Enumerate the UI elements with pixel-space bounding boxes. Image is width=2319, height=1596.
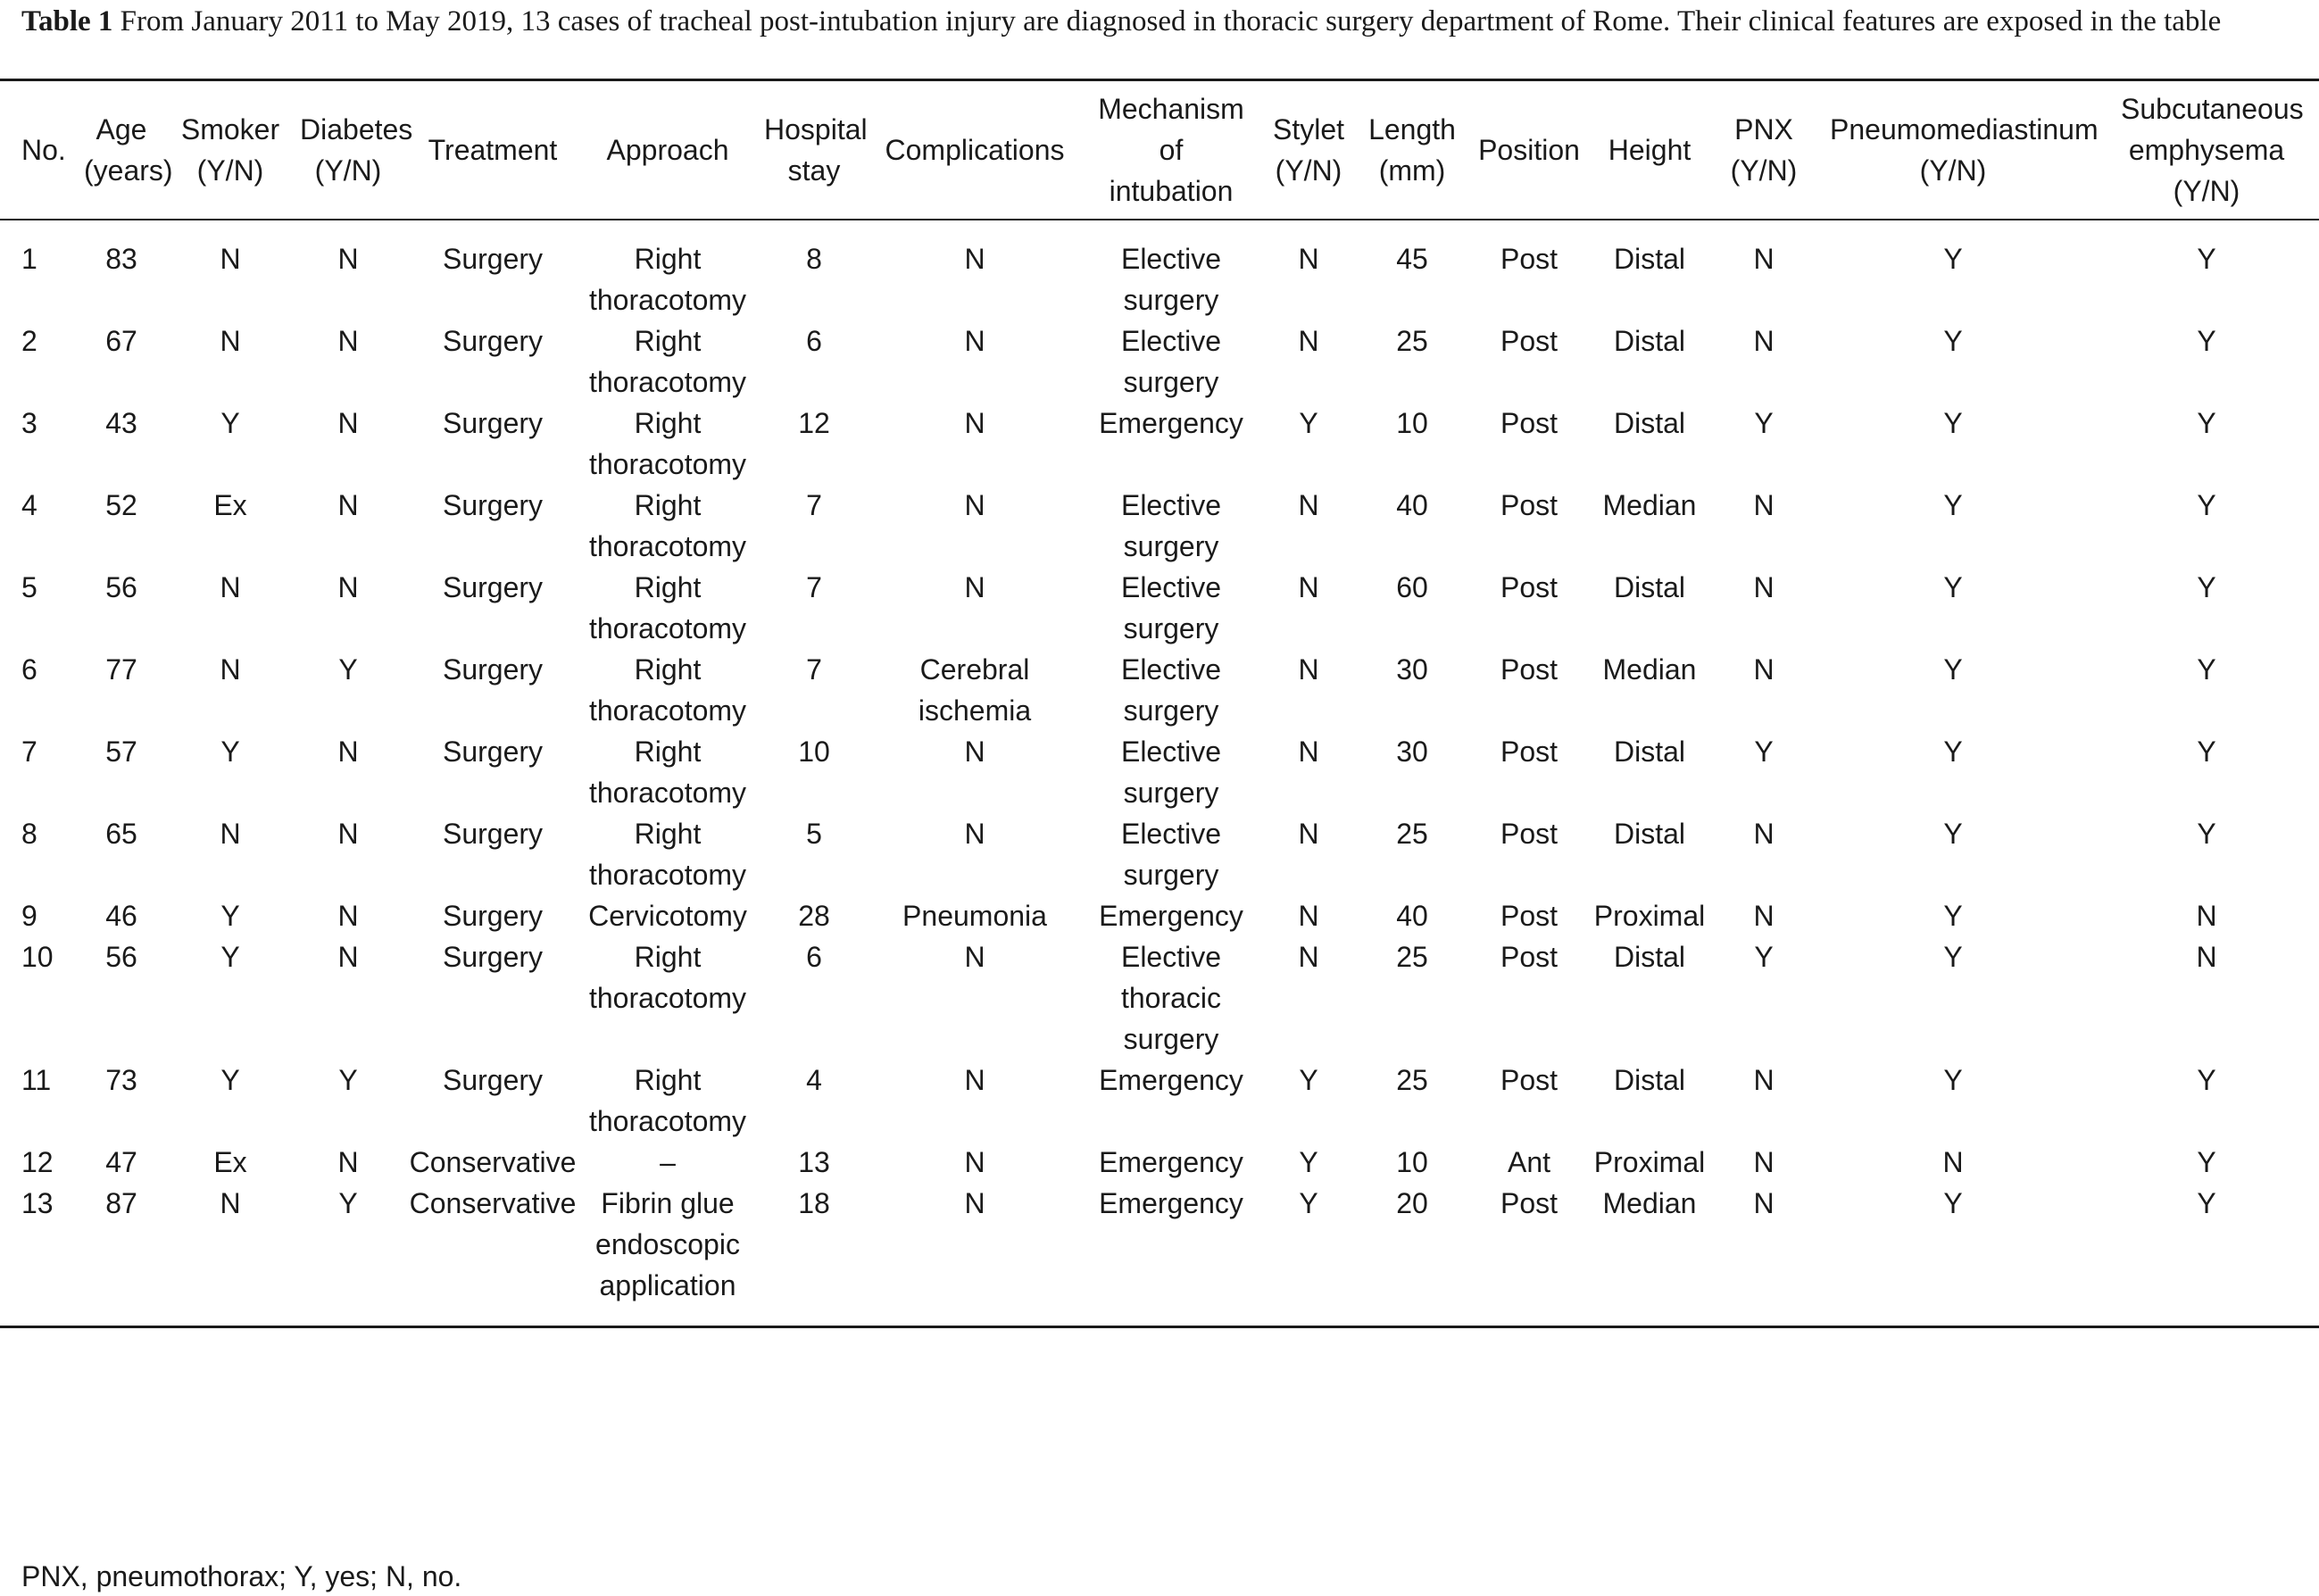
cell-pneumomediastinum: Y bbox=[1812, 1183, 2094, 1327]
cell-pnx: N bbox=[1753, 1063, 1775, 1096]
cell-pnx: N bbox=[1753, 488, 1775, 521]
cell-complications: N bbox=[964, 570, 985, 603]
cell-pneumomediastinum: Y bbox=[1943, 324, 1963, 357]
cell-position: Post bbox=[1500, 324, 1558, 357]
cell-length: 40 bbox=[1396, 899, 1428, 932]
cell-diabetes: Y bbox=[293, 1183, 403, 1327]
table-row bbox=[0, 1142, 2319, 1183]
table-caption bbox=[21, 2, 2302, 41]
cell-no: 4 bbox=[21, 488, 37, 521]
cell-height: Distal bbox=[1613, 735, 1685, 768]
cell-length: 25 bbox=[1396, 1063, 1428, 1096]
cell-pnx: N bbox=[1753, 817, 1775, 850]
cell-pnx: N bbox=[1753, 1145, 1775, 1178]
cell-mechanism: Elective thoracic surgery bbox=[1120, 940, 1222, 1055]
cell-no: 2 bbox=[21, 324, 37, 357]
cell-age: 56 bbox=[105, 940, 137, 973]
cell-diabetes: N bbox=[337, 406, 359, 439]
cell-complications: Pneumonia bbox=[902, 899, 1047, 932]
cell-height: Median bbox=[1602, 488, 1697, 521]
cell-smoker: Y bbox=[220, 406, 240, 439]
cell-diabetes: N bbox=[337, 899, 359, 932]
cell-mechanism: Elective surgery bbox=[1120, 242, 1222, 316]
cell-no: 9 bbox=[21, 899, 37, 932]
cell-pnx: Y bbox=[1754, 406, 1774, 439]
cell-diabetes: N bbox=[337, 735, 359, 768]
cell-stylet: Y bbox=[1299, 1145, 1318, 1178]
col-header-smoker: Smoker (Y/N) bbox=[168, 80, 293, 220]
cell-smoker: Y bbox=[220, 940, 240, 973]
cell-approach: Right thoracotomy bbox=[588, 324, 747, 398]
cell-no: 1 bbox=[21, 242, 37, 275]
cell-treatment: Surgery bbox=[442, 324, 544, 357]
cell-hospital-stay: 28 bbox=[798, 899, 830, 932]
cell-subcutaneous-emphysema: Y bbox=[2197, 242, 2216, 275]
cell-position: Post bbox=[1500, 1063, 1558, 1096]
cell-length: 20 bbox=[1350, 1183, 1475, 1327]
cell-complications: N bbox=[964, 735, 985, 768]
cell-stylet: Y bbox=[1299, 1063, 1318, 1096]
cell-position: Post bbox=[1500, 940, 1558, 973]
cell-age: 47 bbox=[105, 1145, 137, 1178]
col-header-stylet: Stylet (Y/N) bbox=[1268, 80, 1350, 220]
cell-treatment: Surgery bbox=[442, 1063, 544, 1096]
cell-position: Ant bbox=[1507, 1145, 1551, 1178]
cell-hospital-stay: 4 bbox=[806, 1063, 822, 1096]
cell-stylet: N bbox=[1298, 735, 1319, 768]
cell-mechanism: Elective surgery bbox=[1120, 324, 1222, 398]
cell-no: 3 bbox=[21, 406, 37, 439]
cell-height: Proximal bbox=[1593, 1145, 1706, 1178]
cell-pnx: N bbox=[1753, 899, 1775, 932]
cell-pnx: N bbox=[1753, 570, 1775, 603]
cell-approach: Right thoracotomy bbox=[588, 735, 747, 809]
cell-stylet: N bbox=[1298, 324, 1319, 357]
cell-approach: Right thoracotomy bbox=[588, 817, 747, 891]
cell-pneumomediastinum: Y bbox=[1943, 899, 1963, 932]
cell-position: Post bbox=[1500, 817, 1558, 850]
col-header-approach: Approach bbox=[582, 80, 753, 220]
cell-hospital-stay: 6 bbox=[806, 940, 822, 973]
cell-length: 30 bbox=[1396, 735, 1428, 768]
cell-stylet: N bbox=[1298, 242, 1319, 275]
cell-hospital-stay: 8 bbox=[806, 242, 822, 275]
cell-length: 10 bbox=[1396, 1145, 1428, 1178]
clinical-features-table bbox=[0, 79, 2319, 1328]
cell-mechanism: Elective surgery bbox=[1120, 653, 1222, 727]
cell-no: 8 bbox=[21, 817, 37, 850]
cell-height: Proximal bbox=[1593, 899, 1706, 932]
cell-smoker: N bbox=[220, 324, 241, 357]
cell-hospital-stay: 5 bbox=[806, 817, 822, 850]
table-label: Table 1 bbox=[21, 5, 113, 37]
cell-height: Distal bbox=[1613, 1063, 1685, 1096]
cell-mechanism: Elective surgery bbox=[1120, 570, 1222, 644]
cell-hospital-stay: 10 bbox=[798, 735, 830, 768]
cell-age: 46 bbox=[105, 899, 137, 932]
cell-length: 60 bbox=[1396, 570, 1428, 603]
cell-mechanism: Emergency bbox=[1075, 1183, 1268, 1327]
cell-smoker: N bbox=[220, 242, 241, 275]
cell-approach: Right thoracotomy bbox=[588, 242, 747, 316]
cell-subcutaneous-emphysema: Y bbox=[2197, 735, 2216, 768]
cell-complications: N bbox=[964, 324, 985, 357]
cell-hospital-stay: 7 bbox=[806, 570, 822, 603]
cell-diabetes: N bbox=[337, 488, 359, 521]
cell-approach: Right thoracotomy bbox=[588, 653, 747, 727]
cell-stylet: Y bbox=[1268, 1183, 1350, 1327]
cell-subcutaneous-emphysema: Y bbox=[2197, 653, 2216, 686]
cell-complications: N bbox=[964, 1145, 985, 1178]
cell-diabetes: N bbox=[337, 940, 359, 973]
col-header-position: Position bbox=[1475, 80, 1583, 220]
cell-subcutaneous-emphysema: Y bbox=[2197, 817, 2216, 850]
cell-age: 43 bbox=[105, 406, 137, 439]
cell-pnx: N bbox=[1716, 1183, 1812, 1327]
cell-stylet: Y bbox=[1299, 406, 1318, 439]
cell-diabetes: N bbox=[337, 817, 359, 850]
cell-smoker: Y bbox=[220, 899, 240, 932]
header-row bbox=[0, 80, 2319, 220]
cell-length: 40 bbox=[1396, 488, 1428, 521]
cell-position: Post bbox=[1500, 899, 1558, 932]
cell-pneumomediastinum: Y bbox=[1943, 1063, 1963, 1096]
cell-stylet: N bbox=[1298, 817, 1319, 850]
cell-no: 12 bbox=[21, 1145, 54, 1178]
cell-no: 10 bbox=[21, 940, 54, 973]
cell-age: 87 bbox=[75, 1183, 168, 1327]
cell-age: 57 bbox=[105, 735, 137, 768]
cell-treatment: Conservative bbox=[409, 1145, 577, 1178]
cell-subcutaneous-emphysema: Y bbox=[2197, 1063, 2216, 1096]
cell-age: 65 bbox=[105, 817, 137, 850]
cell-age: 83 bbox=[105, 242, 137, 275]
cell-length: 25 bbox=[1396, 324, 1428, 357]
cell-subcutaneous-emphysema: Y bbox=[2094, 1183, 2319, 1327]
cell-hospital-stay: 12 bbox=[798, 406, 830, 439]
col-header-mechanism: Mechanism of intubation bbox=[1075, 80, 1268, 220]
cell-approach: Right thoracotomy bbox=[588, 488, 747, 562]
cell-subcutaneous-emphysema: Y bbox=[2197, 1145, 2216, 1178]
cell-complications: N bbox=[964, 242, 985, 275]
col-header-age: Age (years) bbox=[75, 80, 168, 220]
cell-pneumomediastinum: Y bbox=[1943, 817, 1963, 850]
cell-pneumomediastinum: N bbox=[1942, 1145, 1964, 1178]
cell-smoker: Y bbox=[220, 735, 240, 768]
cell-stylet: N bbox=[1298, 899, 1319, 932]
cell-treatment: Surgery bbox=[442, 653, 544, 686]
table-row bbox=[0, 485, 2319, 567]
cell-pneumomediastinum: Y bbox=[1943, 570, 1963, 603]
cell-complications: N bbox=[964, 1063, 985, 1096]
table-row bbox=[0, 895, 2319, 936]
cell-no: 11 bbox=[21, 1063, 52, 1096]
cell-no: 7 bbox=[21, 735, 37, 768]
cell-position: Post bbox=[1500, 488, 1558, 521]
cell-age: 77 bbox=[105, 653, 137, 686]
cell-treatment: Surgery bbox=[442, 406, 544, 439]
cell-pneumomediastinum: Y bbox=[1943, 653, 1963, 686]
cell-no: 6 bbox=[21, 653, 37, 686]
cell-treatment: Surgery bbox=[442, 488, 544, 521]
cell-no: 13 bbox=[0, 1183, 75, 1327]
cell-position: Post bbox=[1475, 1183, 1583, 1327]
cell-diabetes: N bbox=[337, 242, 359, 275]
cell-hospital-stay: 13 bbox=[798, 1145, 830, 1178]
cell-mechanism: Emergency bbox=[1099, 1145, 1243, 1178]
cell-height: Distal bbox=[1613, 324, 1685, 357]
cell-smoker: Ex bbox=[213, 488, 247, 521]
cell-position: Post bbox=[1500, 406, 1558, 439]
cell-length: 25 bbox=[1396, 940, 1428, 973]
cell-treatment: Conservative bbox=[403, 1183, 582, 1327]
cell-mechanism: Elective surgery bbox=[1120, 488, 1222, 562]
cell-length: 25 bbox=[1396, 817, 1428, 850]
cell-treatment: Surgery bbox=[442, 899, 544, 932]
cell-height: Distal bbox=[1613, 406, 1685, 439]
cell-height: Distal bbox=[1613, 242, 1685, 275]
table-row bbox=[0, 1183, 2319, 1327]
cell-position: Post bbox=[1500, 570, 1558, 603]
cell-smoker: N bbox=[220, 817, 241, 850]
cell-diabetes: N bbox=[337, 324, 359, 357]
cell-treatment: Surgery bbox=[442, 242, 544, 275]
table-row bbox=[0, 1060, 2319, 1142]
cell-approach: Right thoracotomy bbox=[588, 1063, 747, 1137]
table-row bbox=[0, 320, 2319, 403]
col-header-pneumomediastinum: Pneumomediastinum (Y/N) bbox=[1812, 80, 2094, 220]
col-header-height: Height bbox=[1583, 80, 1716, 220]
cell-position: Post bbox=[1500, 735, 1558, 768]
table-footnote: PNX, pneumothorax; Y, yes; N, no. bbox=[21, 1560, 462, 1592]
cell-subcutaneous-emphysema: Y bbox=[2197, 570, 2216, 603]
cell-approach: Cervicotomy bbox=[588, 899, 747, 932]
table-row bbox=[0, 731, 2319, 813]
cell-approach: – bbox=[660, 1145, 676, 1178]
col-header-treatment: Treatment bbox=[403, 80, 582, 220]
cell-pnx: Y bbox=[1754, 735, 1774, 768]
cell-approach: Right thoracotomy bbox=[588, 406, 747, 480]
cell-diabetes: Y bbox=[338, 653, 358, 686]
cell-diabetes: N bbox=[337, 570, 359, 603]
col-header-hospital-stay: Hospital stay bbox=[753, 80, 875, 220]
table-row bbox=[0, 567, 2319, 649]
col-header-diabetes: Diabetes (Y/N) bbox=[293, 80, 403, 220]
cell-complications: Cerebral ischemia bbox=[918, 653, 1032, 727]
cell-pneumomediastinum: Y bbox=[1943, 242, 1963, 275]
cell-stylet: N bbox=[1298, 488, 1319, 521]
cell-stylet: N bbox=[1298, 940, 1319, 973]
cell-pneumomediastinum: Y bbox=[1943, 488, 1963, 521]
cell-subcutaneous-emphysema: Y bbox=[2197, 324, 2216, 357]
table-row bbox=[0, 403, 2319, 485]
cell-approach: Right thoracotomy bbox=[588, 570, 747, 644]
cell-mechanism: Elective surgery bbox=[1120, 817, 1222, 891]
cell-hospital-stay: 6 bbox=[806, 324, 822, 357]
cell-stylet: N bbox=[1298, 570, 1319, 603]
cell-mechanism: Emergency bbox=[1099, 1063, 1243, 1096]
cell-age: 52 bbox=[105, 488, 137, 521]
cell-smoker: N bbox=[220, 570, 241, 603]
cell-position: Post bbox=[1500, 242, 1558, 275]
cell-height: Median bbox=[1602, 653, 1697, 686]
cell-subcutaneous-emphysema: Y bbox=[2197, 406, 2216, 439]
cell-smoker: N bbox=[168, 1183, 293, 1327]
cell-mechanism: Elective surgery bbox=[1120, 735, 1222, 809]
cell-mechanism: Emergency bbox=[1099, 899, 1243, 932]
cell-length: 10 bbox=[1396, 406, 1428, 439]
col-header-length: Length (mm) bbox=[1350, 80, 1475, 220]
cell-height: Distal bbox=[1613, 940, 1685, 973]
cell-pneumomediastinum: Y bbox=[1943, 406, 1963, 439]
cell-age: 56 bbox=[105, 570, 137, 603]
table-row bbox=[0, 936, 2319, 1060]
caption-text: From January 2011 to May 2019, 13 cases of tracheal post-intubation injury are diagnosed in thoracic surgery department of Rome. Their clinical features are exposed in the table bbox=[112, 5, 2222, 37]
cell-pnx: N bbox=[1753, 324, 1775, 357]
cell-diabetes: Y bbox=[338, 1063, 358, 1096]
cell-stylet: N bbox=[1298, 653, 1319, 686]
cell-age: 67 bbox=[105, 324, 137, 357]
cell-subcutaneous-emphysema: Y bbox=[2197, 488, 2216, 521]
cell-length: 30 bbox=[1396, 653, 1428, 686]
cell-hospital-stay: 7 bbox=[806, 653, 822, 686]
cell-pnx: N bbox=[1753, 242, 1775, 275]
cell-height: Distal bbox=[1613, 817, 1685, 850]
cell-treatment: Surgery bbox=[442, 570, 544, 603]
cell-height: Median bbox=[1583, 1183, 1716, 1327]
cell-smoker: Ex bbox=[213, 1145, 247, 1178]
table-row bbox=[0, 813, 2319, 895]
cell-smoker: Y bbox=[220, 1063, 240, 1096]
col-header-complications: Complications bbox=[875, 80, 1075, 220]
cell-treatment: Surgery bbox=[442, 940, 544, 973]
table-row bbox=[0, 220, 2319, 320]
col-header-pnx: PNX (Y/N) bbox=[1716, 80, 1812, 220]
cell-approach: Fibrin glue endoscopic application bbox=[582, 1183, 753, 1327]
col-header-subcutaneous-emphysema: Subcutaneous emphysema (Y/N) bbox=[2094, 80, 2319, 220]
col-header-no: No. bbox=[0, 80, 75, 220]
cell-complications: N bbox=[875, 1183, 1075, 1327]
cell-age: 73 bbox=[105, 1063, 137, 1096]
cell-complications: N bbox=[964, 488, 985, 521]
cell-subcutaneous-emphysema: N bbox=[2196, 899, 2217, 932]
cell-smoker: N bbox=[220, 653, 241, 686]
cell-subcutaneous-emphysema: N bbox=[2196, 940, 2217, 973]
cell-mechanism: Emergency bbox=[1099, 406, 1243, 439]
cell-pneumomediastinum: Y bbox=[1943, 735, 1963, 768]
cell-complications: N bbox=[964, 406, 985, 439]
cell-hospital-stay: 7 bbox=[806, 488, 822, 521]
cell-pnx: N bbox=[1753, 653, 1775, 686]
cell-treatment: Surgery bbox=[442, 817, 544, 850]
cell-pnx: Y bbox=[1754, 940, 1774, 973]
cell-diabetes: N bbox=[337, 1145, 359, 1178]
cell-pneumomediastinum: Y bbox=[1943, 940, 1963, 973]
cell-hospital-stay: 18 bbox=[753, 1183, 875, 1327]
cell-complications: N bbox=[964, 940, 985, 973]
table-row bbox=[0, 649, 2319, 731]
cell-treatment: Surgery bbox=[442, 735, 544, 768]
cell-height: Distal bbox=[1613, 570, 1685, 603]
cell-length: 45 bbox=[1396, 242, 1428, 275]
cell-no: 5 bbox=[21, 570, 37, 603]
cell-approach: Right thoracotomy bbox=[588, 940, 747, 1014]
cell-complications: N bbox=[964, 817, 985, 850]
cell-position: Post bbox=[1500, 653, 1558, 686]
